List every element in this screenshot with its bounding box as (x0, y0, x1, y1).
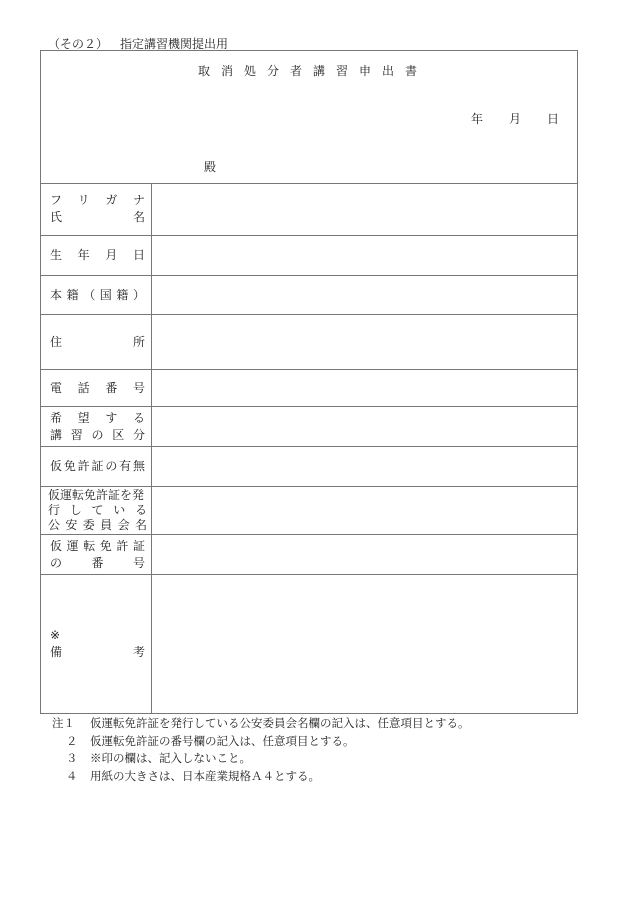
label-line: の 番 号 (50, 555, 145, 570)
row-provisional-license (41, 447, 577, 487)
asterisk-mark-icon: ※ (50, 628, 61, 642)
application-form (40, 50, 578, 714)
field-label-license-number (41, 535, 152, 574)
field-label-furigana-name (41, 183, 152, 235)
date-day-label: 日 (546, 112, 559, 126)
addressee-suffix: 殿 (204, 160, 217, 174)
label-line: 仮 免 許 証 の 有 無 (50, 459, 145, 473)
note-item (52, 768, 470, 786)
field-label-birth-date (41, 236, 152, 275)
field-label-course-type (41, 407, 152, 446)
row-birth-date (41, 236, 577, 276)
field-label-domicile (41, 276, 152, 314)
form-part-label: （その２） (48, 37, 109, 51)
row-remarks (41, 575, 577, 713)
note-number: ４ (66, 768, 78, 783)
label-line: 住 所 (50, 334, 145, 349)
label-line: 生 年 月 日 (50, 248, 145, 262)
label-line: 希 望 す る (50, 410, 145, 425)
issuing-commission-input[interactable] (152, 487, 577, 534)
provisional-license-input[interactable] (152, 447, 577, 486)
label-line: フ リ ガ ナ (50, 193, 145, 207)
label-line: 公 安 委 員 会 名 (48, 518, 147, 532)
label-line: 備 考 (50, 645, 145, 659)
label-line: 行 し て い る (48, 503, 147, 517)
field-label-issuing-commission (41, 487, 152, 534)
row-course-type (41, 407, 577, 447)
row-furigana-name (41, 183, 577, 236)
label-line: 講 習 の 区 分 (50, 427, 145, 442)
course-type-input[interactable] (152, 407, 577, 446)
label-line (50, 627, 145, 644)
form-title: 取消処分者講習申出書 (197, 64, 428, 78)
license-number-input[interactable] (152, 535, 577, 574)
furigana-name-input[interactable] (152, 183, 577, 235)
field-label-address (41, 315, 152, 369)
row-license-number (41, 535, 577, 575)
row-domicile (41, 276, 577, 315)
form-notes (52, 715, 470, 785)
note-number: 注１ (52, 716, 75, 730)
note-text: 用紙の大きさは、日本産業規格Ａ４とする。 (90, 768, 320, 783)
note-text: 仮運転免許証の番号欄の記入は、任意項目とする。 (90, 733, 355, 748)
domicile-input[interactable] (152, 276, 577, 314)
row-issuing-commission (41, 487, 577, 535)
label-line: 仮 運 転 免 許 証 (50, 538, 145, 553)
note-item (52, 733, 470, 751)
note-number: ３ (66, 751, 78, 765)
label-line: 氏 名 (50, 210, 145, 224)
date-month-label: 月 (508, 112, 521, 126)
row-address (41, 315, 577, 370)
field-label-phone (41, 370, 152, 406)
form-recipient-label: 指定講習機関提出用 (120, 37, 229, 51)
field-label-provisional-license (41, 447, 152, 486)
label-line: 電 話 番 号 (50, 380, 145, 395)
phone-input[interactable] (152, 370, 577, 406)
label-line: 本 籍 （ 国 籍 ） (50, 287, 145, 302)
field-label-remarks (41, 575, 152, 713)
form-header (41, 51, 577, 184)
remarks-input[interactable] (152, 575, 577, 713)
note-item (52, 715, 470, 733)
date-field[interactable] (471, 110, 559, 127)
date-year-label: 年 (470, 112, 483, 126)
note-text: 仮運転免許証を発行している公安委員会名欄の記入は、任意項目とする。 (90, 716, 470, 730)
row-phone (41, 370, 577, 407)
note-text: ※印の欄は、記入しないこと。 (90, 751, 251, 765)
birth-date-input[interactable] (152, 236, 577, 275)
label-line: 仮運転免許証を発 (48, 488, 145, 502)
note-item (52, 750, 470, 768)
address-input[interactable] (152, 315, 577, 369)
note-number: ２ (66, 733, 78, 748)
